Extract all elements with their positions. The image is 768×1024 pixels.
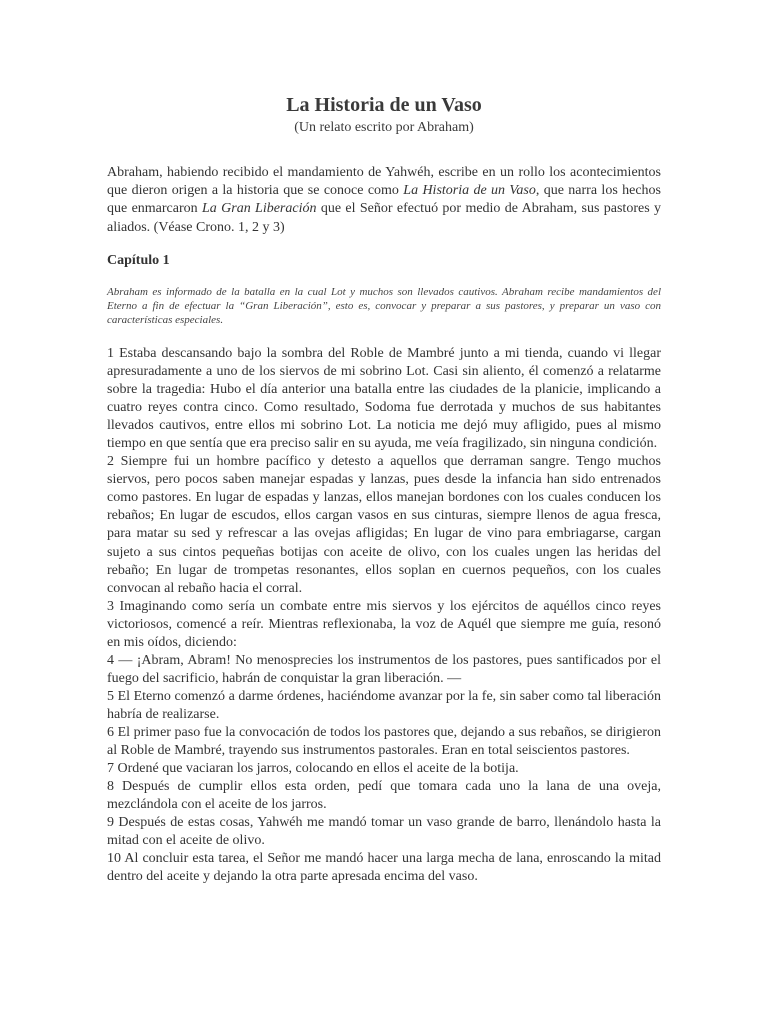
chapter-heading: Capítulo 1 bbox=[107, 253, 170, 268]
intro-italic-title: La Historia de un Vaso bbox=[403, 183, 536, 199]
intro-text-1: Abraham, habiendo recibido el mandamiento de Yahwéh, escribe en un rollo los acontecimientos que dieron origen a la historia que se conoce como bbox=[107, 165, 661, 199]
verse-8: 8 Después de cumplir ellos esta orden, pedí que tomara cada uno la lana de una oveja, mezclándola con el aceite de los jarros. bbox=[107, 779, 661, 813]
verse-4: 4 — ¡Abram, Abram! No menosprecies los instrumentos de los pastores, pues santificados por el fuego del sacrificio, habrán de conquistar la gran liberación. — bbox=[107, 652, 661, 686]
intro-italic-liberation: La Gran Liberación bbox=[202, 201, 317, 217]
verse-3: 3 Imaginando como sería un combate entre mis siervos y los ejércitos de aquéllos cinco reyes victoriosos, comencé a reír. Mientras reflexionaba, la voz de Aquél que siempre me guía, resonó en mis oídos, diciendo: bbox=[107, 598, 661, 650]
verse-7: 7 Ordené que vaciaran los jarros, colocando en ellos el aceite de la botija. bbox=[107, 761, 519, 777]
intro-paragraph bbox=[107, 164, 661, 237]
intro-text-3: que el Señor efectuó por medio de Abraham, sus pastores y aliados. (Véase Crono. 1, 2 y 3) bbox=[107, 201, 661, 235]
verse-9: 9 Después de estas cosas, Yahwéh me mandó tomar un vaso grande de barro, llenándolo hasta la mitad con el aceite de olivo. bbox=[107, 815, 661, 849]
chapter-summary: Abraham es informado de la batalla en la cual Lot y muchos son llevados cautivos. Abraham recibe mandamientos del Eterno a fin de efectuar la “Gran Liberación”, esto es, convocar y preparar a sus pastores, y preparar un vaso con características especiales. bbox=[107, 286, 661, 327]
verse-10: 10 Al concluir esta tarea, el Señor me mandó hacer una larga mecha de lana, enroscando la mitad dentro del aceite y dejando la otra parte apresada encima del vaso. bbox=[107, 851, 661, 885]
document-subtitle: (Un relato escrito por Abraham) bbox=[294, 120, 474, 135]
verse-2: 2 Siempre fui un hombre pacífico y detesto a aquellos que derraman sangre. Tengo muchos siervos, pero pocos saben manejar espadas y lanzas, pues desde la infancia han sido entrenados como pastores. En lugar de espadas y lanzas, ellos manejan bordones con los cuales conducen los rebaños; En lugar de escudos, ellos cargan vasos en sus cinturas, siempre llenos de agua fresca, para matar su sed y refrescar a las ovejas afligidas; En lugar de vino para embriagarse, cargan sujeto a sus cintos pequeñas botijas con aceite de olivo, con los cuales ungen las heridas del rebaño; En lugar de trompetas resonantes, ellos soplan en cuernos pequeños, con los cuales convocan al rebaño hacia el corral. bbox=[107, 454, 661, 596]
verses-block bbox=[107, 345, 661, 886]
document-title: La Historia de un Vaso bbox=[286, 94, 482, 116]
verse-5: 5 El Eterno comenzó a darme órdenes, haciéndome avanzar por la fe, sin saber como tal liberación habría de realizarse. bbox=[107, 688, 661, 722]
verse-6: 6 El primer paso fue la convocación de todos los pastores que, dejando a sus rebaños, se dirigieron al Roble de Mambré, trayendo sus instrumentos pastorales. Eran en total seiscientos pastores. bbox=[107, 724, 661, 759]
verse-1: 1 Estaba descansando bajo la sombra del Roble de Mambré junto a mi tienda, cuando vi llegar apresuradamente a uno de los siervos de mi sobrino Lot. Casi sin aliento, él comenzó a relatarme sobre la tragedia: Hubo el día anterior una batalla entre las ciudades de la planicie, implicando a cuatro reyes contra cinco. Como resultado, Sodoma fue derrotada y muchos de sus habitantes llevados cautivos, entre ellos mi sobrino Lot. La noticia me dejó muy afligido, pues al mismo tiempo en que sentía que era preciso salir en su ayuda, me veía fragilizado, sin ninguna condición. bbox=[107, 346, 661, 452]
intro-text-2: , que narra los hechos que enmarcaron bbox=[107, 183, 661, 217]
